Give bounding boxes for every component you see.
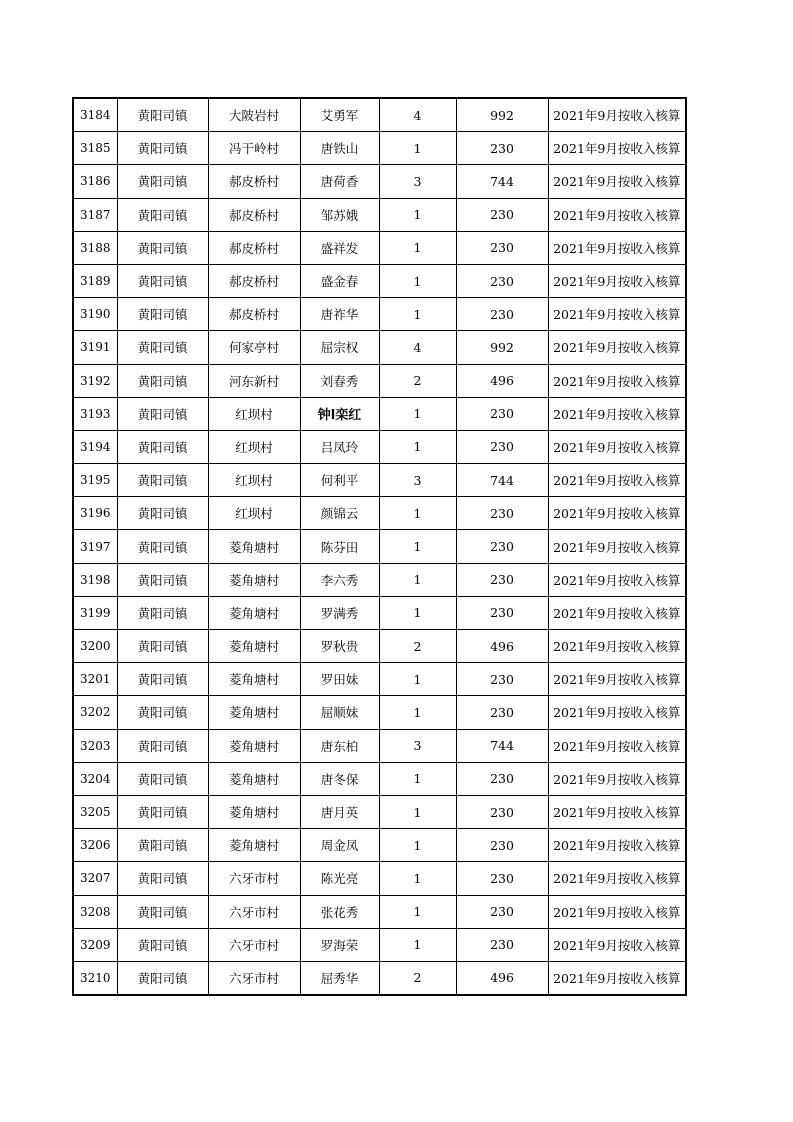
town-cell: 黄阳司镇 [117, 264, 208, 297]
village-cell: 冯干岭村 [208, 132, 300, 165]
remark-cell: 2021年9月按收入核算 [548, 729, 686, 762]
recipient-name-cell: 盛金春 [300, 264, 379, 297]
amount-cell: 230 [456, 132, 548, 165]
amount-cell: 230 [456, 696, 548, 729]
village-cell: 菱角塘村 [208, 829, 300, 862]
remark-cell: 2021年9月按收入核算 [548, 762, 686, 795]
recipient-name-cell: 屈顺妹 [300, 696, 379, 729]
household-size-cell: 1 [379, 530, 456, 563]
recipient-name-cell: 刘春秀 [300, 364, 379, 397]
amount-cell: 230 [456, 231, 548, 264]
remark-cell: 2021年9月按收入核算 [548, 530, 686, 563]
household-size-cell: 1 [379, 895, 456, 928]
household-size-cell: 2 [379, 961, 456, 995]
household-size-cell: 1 [379, 430, 456, 463]
record-number-cell: 3205 [73, 795, 117, 828]
town-cell: 黄阳司镇 [117, 696, 208, 729]
remark-cell: 2021年9月按收入核算 [548, 563, 686, 596]
table-row [73, 298, 686, 331]
household-size-cell: 1 [379, 132, 456, 165]
village-cell: 菱角塘村 [208, 563, 300, 596]
remark-cell: 2021年9月按收入核算 [548, 928, 686, 961]
village-cell: 六牙市村 [208, 961, 300, 995]
remark-cell: 2021年9月按收入核算 [548, 663, 686, 696]
record-number-cell: 3210 [73, 961, 117, 995]
amount-cell: 230 [456, 862, 548, 895]
town-cell: 黄阳司镇 [117, 464, 208, 497]
village-cell: 河东新村 [208, 364, 300, 397]
record-number-cell: 3190 [73, 298, 117, 331]
recipient-name-cell: 李六秀 [300, 563, 379, 596]
record-number-cell: 3209 [73, 928, 117, 961]
table-row [73, 596, 686, 629]
table-body [73, 98, 686, 995]
recipient-name-cell: 陈芬田 [300, 530, 379, 563]
village-cell: 菱角塘村 [208, 762, 300, 795]
town-cell: 黄阳司镇 [117, 762, 208, 795]
record-number-cell: 3193 [73, 397, 117, 430]
record-number-cell: 3185 [73, 132, 117, 165]
recipient-name-cell: 罗秋贵 [300, 630, 379, 663]
town-cell: 黄阳司镇 [117, 298, 208, 331]
household-size-cell: 1 [379, 696, 456, 729]
recipient-name-cell: 唐月英 [300, 795, 379, 828]
recipient-name-cell: 陈光亮 [300, 862, 379, 895]
amount-cell: 496 [456, 961, 548, 995]
table-row [73, 829, 686, 862]
table-row [73, 364, 686, 397]
table-row [73, 231, 686, 264]
relief-list-table [72, 97, 687, 996]
remark-cell: 2021年9月按收入核算 [548, 264, 686, 297]
recipient-name-cell: 唐冬保 [300, 762, 379, 795]
town-cell: 黄阳司镇 [117, 596, 208, 629]
amount-cell: 230 [456, 198, 548, 231]
remark-cell: 2021年9月按收入核算 [548, 364, 686, 397]
record-number-cell: 3196 [73, 497, 117, 530]
amount-cell: 744 [456, 729, 548, 762]
town-cell: 黄阳司镇 [117, 895, 208, 928]
table-row [73, 165, 686, 198]
remark-cell: 2021年9月按收入核算 [548, 98, 686, 132]
record-number-cell: 3197 [73, 530, 117, 563]
village-cell: 六牙市村 [208, 928, 300, 961]
village-cell: 大陂岩村 [208, 98, 300, 132]
town-cell: 黄阳司镇 [117, 198, 208, 231]
remark-cell: 2021年9月按收入核算 [548, 430, 686, 463]
recipient-name-cell: 颜锦云 [300, 497, 379, 530]
village-cell: 郝皮桥村 [208, 165, 300, 198]
household-size-cell: 4 [379, 331, 456, 364]
village-cell: 菱角塘村 [208, 696, 300, 729]
town-cell: 黄阳司镇 [117, 862, 208, 895]
amount-cell: 230 [456, 497, 548, 530]
household-size-cell: 4 [379, 98, 456, 132]
village-cell: 红坝村 [208, 430, 300, 463]
remark-cell: 2021年9月按收入核算 [548, 464, 686, 497]
household-size-cell: 1 [379, 264, 456, 297]
household-size-cell: 1 [379, 497, 456, 530]
town-cell: 黄阳司镇 [117, 795, 208, 828]
village-cell: 菱角塘村 [208, 795, 300, 828]
amount-cell: 230 [456, 430, 548, 463]
table-row [73, 663, 686, 696]
record-number-cell: 3186 [73, 165, 117, 198]
recipient-name-cell: 唐东柏 [300, 729, 379, 762]
recipient-name-cell: 周金凤 [300, 829, 379, 862]
town-cell: 黄阳司镇 [117, 961, 208, 995]
household-size-cell: 2 [379, 630, 456, 663]
table-row [73, 264, 686, 297]
amount-cell: 230 [456, 530, 548, 563]
table-row [73, 464, 686, 497]
household-size-cell: 2 [379, 364, 456, 397]
remark-cell: 2021年9月按收入核算 [548, 795, 686, 828]
recipient-name-cell: 罗满秀 [300, 596, 379, 629]
recipient-name-cell: 罗海荣 [300, 928, 379, 961]
town-cell: 黄阳司镇 [117, 497, 208, 530]
village-cell: 红坝村 [208, 497, 300, 530]
remark-cell: 2021年9月按收入核算 [548, 198, 686, 231]
village-cell: 六牙市村 [208, 895, 300, 928]
household-size-cell: 1 [379, 596, 456, 629]
record-number-cell: 3200 [73, 630, 117, 663]
record-number-cell: 3204 [73, 762, 117, 795]
record-number-cell: 3207 [73, 862, 117, 895]
amount-cell: 230 [456, 596, 548, 629]
household-size-cell: 1 [379, 397, 456, 430]
recipient-name-cell: 艾勇军 [300, 98, 379, 132]
remark-cell: 2021年9月按收入核算 [548, 165, 686, 198]
record-number-cell: 3198 [73, 563, 117, 596]
table-row [73, 630, 686, 663]
amount-cell: 992 [456, 98, 548, 132]
remark-cell: 2021年9月按收入核算 [548, 397, 686, 430]
amount-cell: 230 [456, 829, 548, 862]
record-number-cell: 3184 [73, 98, 117, 132]
household-size-cell: 1 [379, 198, 456, 231]
recipient-name-cell: 唐荷香 [300, 165, 379, 198]
recipient-name-cell: 邹苏娥 [300, 198, 379, 231]
recipient-name-cell: 钟l栾红 [300, 397, 379, 430]
recipient-name-cell: 罗田妹 [300, 663, 379, 696]
recipient-name-cell: 屈秀华 [300, 961, 379, 995]
record-number-cell: 3202 [73, 696, 117, 729]
remark-cell: 2021年9月按收入核算 [548, 630, 686, 663]
amount-cell: 230 [456, 264, 548, 297]
record-number-cell: 3194 [73, 430, 117, 463]
record-number-cell: 3192 [73, 364, 117, 397]
town-cell: 黄阳司镇 [117, 132, 208, 165]
table-row [73, 563, 686, 596]
remark-cell: 2021年9月按收入核算 [548, 961, 686, 995]
table-row [73, 430, 686, 463]
household-size-cell: 1 [379, 231, 456, 264]
table-row [73, 928, 686, 961]
record-number-cell: 3189 [73, 264, 117, 297]
village-cell: 菱角塘村 [208, 729, 300, 762]
amount-cell: 496 [456, 364, 548, 397]
amount-cell: 992 [456, 331, 548, 364]
household-size-cell: 1 [379, 663, 456, 696]
amount-cell: 230 [456, 795, 548, 828]
town-cell: 黄阳司镇 [117, 165, 208, 198]
table-row [73, 696, 686, 729]
remark-cell: 2021年9月按收入核算 [548, 596, 686, 629]
table-row [73, 895, 686, 928]
town-cell: 黄阳司镇 [117, 563, 208, 596]
household-size-cell: 3 [379, 464, 456, 497]
amount-cell: 744 [456, 165, 548, 198]
household-size-cell: 1 [379, 829, 456, 862]
remark-cell: 2021年9月按收入核算 [548, 497, 686, 530]
record-number-cell: 3201 [73, 663, 117, 696]
village-cell: 郝皮桥村 [208, 298, 300, 331]
recipient-name-cell: 唐铁山 [300, 132, 379, 165]
record-number-cell: 3208 [73, 895, 117, 928]
remark-cell: 2021年9月按收入核算 [548, 862, 686, 895]
household-size-cell: 1 [379, 795, 456, 828]
table-row [73, 862, 686, 895]
table-row [73, 729, 686, 762]
table-row [73, 497, 686, 530]
record-number-cell: 3195 [73, 464, 117, 497]
village-cell: 六牙市村 [208, 862, 300, 895]
recipient-name-cell: 张花秀 [300, 895, 379, 928]
record-number-cell: 3188 [73, 231, 117, 264]
town-cell: 黄阳司镇 [117, 663, 208, 696]
village-cell: 郝皮桥村 [208, 231, 300, 264]
recipient-name-cell: 盛祥发 [300, 231, 379, 264]
town-cell: 黄阳司镇 [117, 430, 208, 463]
village-cell: 菱角塘村 [208, 663, 300, 696]
village-cell: 红坝村 [208, 464, 300, 497]
village-cell: 菱角塘村 [208, 530, 300, 563]
recipient-name-cell: 吕凤玲 [300, 430, 379, 463]
amount-cell: 230 [456, 663, 548, 696]
household-size-cell: 3 [379, 165, 456, 198]
town-cell: 黄阳司镇 [117, 630, 208, 663]
village-cell: 郝皮桥村 [208, 264, 300, 297]
town-cell: 黄阳司镇 [117, 729, 208, 762]
recipient-name-cell: 何利平 [300, 464, 379, 497]
table-row [73, 397, 686, 430]
household-size-cell: 3 [379, 729, 456, 762]
remark-cell: 2021年9月按收入核算 [548, 895, 686, 928]
amount-cell: 744 [456, 464, 548, 497]
table-row [73, 198, 686, 231]
table-row [73, 795, 686, 828]
household-size-cell: 1 [379, 298, 456, 331]
amount-cell: 230 [456, 298, 548, 331]
remark-cell: 2021年9月按收入核算 [548, 231, 686, 264]
village-cell: 菱角塘村 [208, 596, 300, 629]
household-size-cell: 1 [379, 928, 456, 961]
household-size-cell: 1 [379, 862, 456, 895]
remark-cell: 2021年9月按收入核算 [548, 132, 686, 165]
village-cell: 红坝村 [208, 397, 300, 430]
record-number-cell: 3199 [73, 596, 117, 629]
remark-cell: 2021年9月按收入核算 [548, 331, 686, 364]
recipient-name-cell: 屈宗权 [300, 331, 379, 364]
table-row [73, 98, 686, 132]
amount-cell: 230 [456, 895, 548, 928]
town-cell: 黄阳司镇 [117, 231, 208, 264]
remark-cell: 2021年9月按收入核算 [548, 696, 686, 729]
town-cell: 黄阳司镇 [117, 530, 208, 563]
town-cell: 黄阳司镇 [117, 331, 208, 364]
village-cell: 菱角塘村 [208, 630, 300, 663]
table-row [73, 530, 686, 563]
village-cell: 郝皮桥村 [208, 198, 300, 231]
town-cell: 黄阳司镇 [117, 397, 208, 430]
remark-cell: 2021年9月按收入核算 [548, 829, 686, 862]
table-row [73, 961, 686, 995]
village-cell: 何家亭村 [208, 331, 300, 364]
record-number-cell: 3203 [73, 729, 117, 762]
amount-cell: 230 [456, 762, 548, 795]
town-cell: 黄阳司镇 [117, 829, 208, 862]
recipient-name-cell: 唐祚华 [300, 298, 379, 331]
amount-cell: 230 [456, 397, 548, 430]
record-number-cell: 3187 [73, 198, 117, 231]
amount-cell: 230 [456, 928, 548, 961]
record-number-cell: 3191 [73, 331, 117, 364]
town-cell: 黄阳司镇 [117, 364, 208, 397]
remark-cell: 2021年9月按收入核算 [548, 298, 686, 331]
table-row [73, 331, 686, 364]
table-row [73, 762, 686, 795]
town-cell: 黄阳司镇 [117, 928, 208, 961]
household-size-cell: 1 [379, 563, 456, 596]
record-number-cell: 3206 [73, 829, 117, 862]
amount-cell: 230 [456, 563, 548, 596]
town-cell: 黄阳司镇 [117, 98, 208, 132]
household-size-cell: 1 [379, 762, 456, 795]
table-row [73, 132, 686, 165]
amount-cell: 496 [456, 630, 548, 663]
